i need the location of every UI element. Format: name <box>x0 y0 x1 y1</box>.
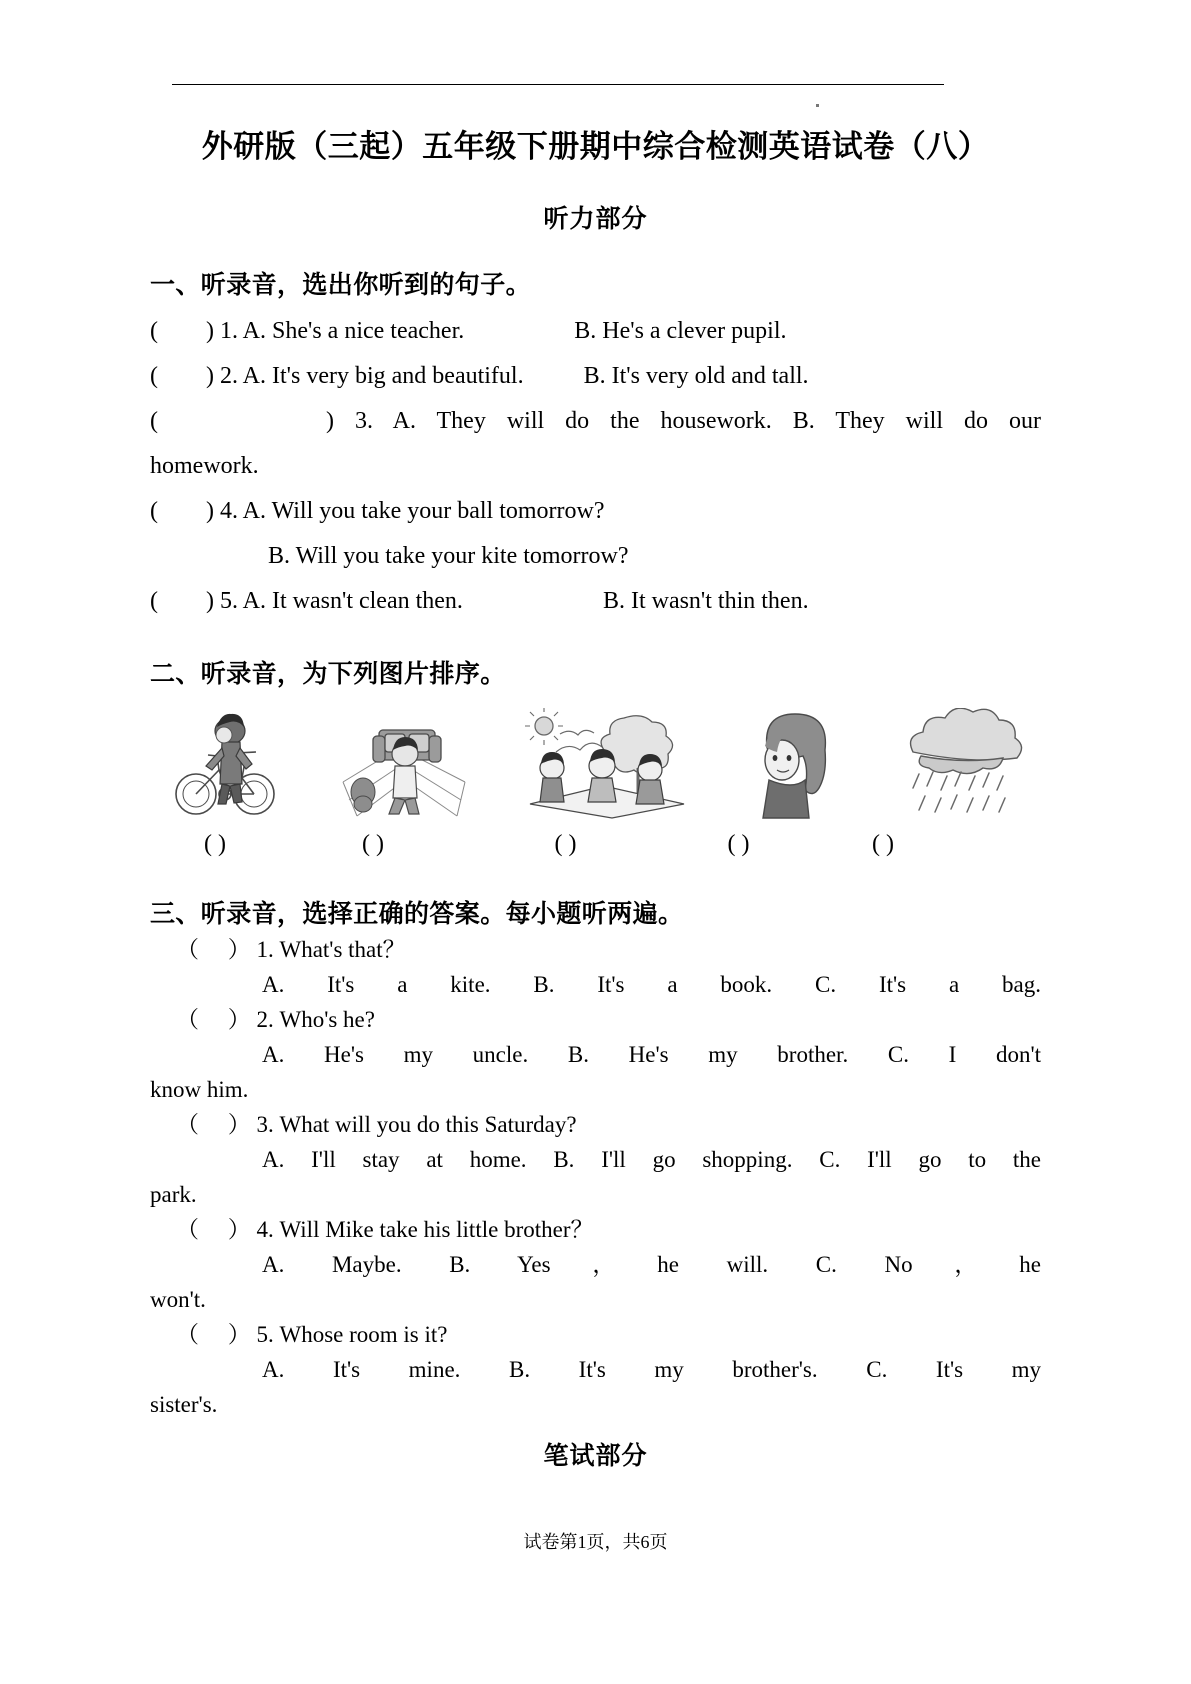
option-a[interactable]: A. I'll stay at home. <box>262 1147 527 1173</box>
option-a[interactable]: A. He's my uncle. <box>262 1042 529 1068</box>
picture-order-bracket[interactable]: ( ) <box>727 831 750 858</box>
option-a[interactable]: A. She's a nice teacher. <box>242 318 465 345</box>
option-b[interactable]: B. I'll go shopping. <box>553 1147 793 1173</box>
girl-with-ponytail-picture <box>737 708 852 820</box>
option-a[interactable]: A. It's very big and beautiful. <box>242 363 524 390</box>
option-row-continuation: sister's. <box>150 1392 218 1418</box>
option-row <box>150 1142 1041 1177</box>
question-row <box>150 1002 1041 1037</box>
option-a[interactable]: A. It wasn't clean then. <box>242 588 463 615</box>
answer-bracket[interactable]: （ ） <box>176 1322 251 1348</box>
answer-bracket[interactable]: ( ) <box>150 498 214 525</box>
written-part-heading: 笔试部分 <box>543 1443 648 1471</box>
option-row-continuation: know him. <box>150 1077 249 1103</box>
question-row <box>150 1212 1041 1247</box>
picture-order-bracket[interactable]: ( ) <box>872 831 894 858</box>
option-row <box>150 1037 1041 1072</box>
answer-bracket[interactable]: ( ) <box>150 588 214 615</box>
picture-order-bracket[interactable]: ( ) <box>554 831 577 858</box>
question-row <box>150 932 1041 967</box>
question-stem: 1. What's that？ <box>256 937 406 963</box>
option-b[interactable]: B. He's a clever pupil. <box>574 318 787 345</box>
picture-row <box>150 692 1041 820</box>
answer-bracket[interactable]: （ ） <box>176 1112 251 1138</box>
question-row <box>150 489 1041 534</box>
option-a[interactable]: A. It's mine. <box>262 1357 461 1383</box>
answer-bracket[interactable]: （ ） <box>176 937 251 963</box>
option-a[interactable]: A. It's a kite. <box>262 972 491 998</box>
picture-order-bracket[interactable]: ( ) <box>362 831 384 858</box>
question-row <box>150 1317 1041 1352</box>
header-rule <box>172 84 944 85</box>
question-number: 3. <box>354 408 373 435</box>
question-stem: 2. Who's he? <box>256 1007 375 1033</box>
option-a[interactable]: A. Will you take your ball tomorrow? <box>242 498 605 525</box>
option-b[interactable]: B. Will you take your kite tomorrow? <box>268 543 629 570</box>
section-three-heading: 三、听录音，选择正确的答案。每小题听两遍。 <box>150 901 684 929</box>
option-row <box>150 1352 1041 1387</box>
section-one-questions <box>150 303 1041 624</box>
page-footer: 试卷第1页，共6页 <box>523 1532 668 1552</box>
question-stem: 4. Will Mike take his little brother？ <box>256 1217 594 1243</box>
page-title: 外研版（三起）五年级下册期中综合检测英语试卷（八） <box>201 129 990 164</box>
option-b[interactable]: B. It's very old and tall. <box>583 363 809 390</box>
picture-order-bracket-row <box>150 820 1041 864</box>
question-number: 4. <box>219 498 238 525</box>
question-row-continuation: homework. <box>150 453 259 480</box>
child-on-sofa-picture <box>339 708 469 820</box>
option-b[interactable]: B. It wasn't thin then. <box>602 588 809 615</box>
section-three-questions <box>150 932 1041 1422</box>
question-number: 2. <box>219 363 238 390</box>
option-b[interactable]: B. He's my brother. <box>567 1042 849 1068</box>
children-picnic-picture <box>516 708 691 820</box>
listening-part-heading: 听力部分 <box>543 206 648 234</box>
option-c[interactable]: C. It's a bag. <box>815 972 1042 998</box>
answer-bracket[interactable]: ( ) <box>150 408 334 435</box>
option-row <box>150 1247 1041 1282</box>
question-row <box>150 354 1041 399</box>
section-two-heading: 二、听录音，为下列图片排序。 <box>150 661 506 689</box>
answer-bracket[interactable]: （ ） <box>176 1217 251 1243</box>
option-row-continuation: park. <box>150 1182 197 1208</box>
option-b[interactable]: B. They will do our <box>792 408 1041 435</box>
question-stem: 3. What will you do this Saturday? <box>256 1112 577 1138</box>
question-row <box>150 399 1041 444</box>
option-row <box>150 967 1041 1002</box>
option-c[interactable]: C. I don't <box>887 1042 1041 1068</box>
question-number: 1. <box>219 318 238 345</box>
option-a[interactable]: A. Maybe. <box>262 1252 402 1278</box>
header-dot-mark <box>816 104 819 107</box>
option-b[interactable]: B. Yes，he will. <box>449 1252 769 1278</box>
answer-bracket[interactable]: （ ） <box>176 1007 251 1033</box>
question-stem: 5. Whose room is it? <box>256 1322 448 1348</box>
option-c[interactable]: C. I'll go to the <box>819 1147 1042 1173</box>
question-row <box>150 309 1041 354</box>
boy-on-bicycle-picture <box>162 708 292 820</box>
rain-cloud-picture <box>899 708 1029 820</box>
option-row-continuation: won't. <box>150 1287 206 1313</box>
option-b[interactable]: B. It's my brother's. <box>509 1357 818 1383</box>
question-row <box>150 579 1041 624</box>
answer-bracket[interactable]: ( ) <box>150 363 214 390</box>
option-c[interactable]: C. It's my <box>866 1357 1042 1383</box>
answer-bracket[interactable]: ( ) <box>150 318 214 345</box>
question-number: 5. <box>219 588 238 615</box>
section-one-heading: 一、听录音，选出你听到的句子。 <box>150 272 532 300</box>
picture-order-bracket[interactable]: ( ) <box>204 831 226 858</box>
option-c[interactable]: C. No，he <box>815 1252 1042 1278</box>
option-a[interactable]: A. They will do the housework. <box>392 408 772 435</box>
question-row <box>150 1107 1041 1142</box>
option-b[interactable]: B. It's a book. <box>533 972 773 998</box>
